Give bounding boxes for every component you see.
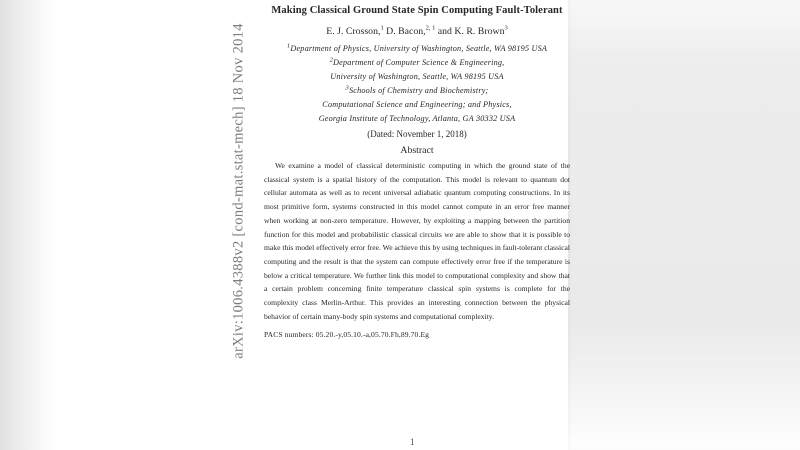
author-3-affil-mark: 3 bbox=[504, 24, 508, 32]
affiliation-text: University of Washington, Seattle, WA 98195 USA bbox=[330, 72, 504, 81]
affiliations-block bbox=[249, 42, 585, 126]
affiliation-text: Department of Computer Science & Engineering, bbox=[333, 58, 505, 67]
author-2-name: D. Bacon, bbox=[383, 26, 426, 37]
author-line bbox=[249, 26, 585, 38]
author-2 bbox=[384, 26, 436, 37]
affiliation-line bbox=[249, 112, 585, 126]
left-edge-shading bbox=[0, 0, 54, 450]
pacs-line: PACS numbers: 05.20.-y,05.10.-a,05.70.Fh,89.70.Eg bbox=[264, 330, 430, 340]
affiliation-line bbox=[249, 70, 585, 84]
author-1 bbox=[326, 26, 383, 37]
affiliation-line bbox=[249, 56, 585, 70]
viewer-background bbox=[568, 0, 800, 450]
affiliation-text: Computational Science and Engineering; and Physics, bbox=[322, 100, 512, 109]
abstract-text: We examine a model of classical deterministic computing in which the ground state of the classical system is a spatial history of the computation. This model is relevant to quantum dot cellular automata as well as to recent universal adiabatic quantum computing constructions. In its most primitive form, systems constructed in this model cannot compute in an error free manner when working at non-zero temperature. However, by exploiting a mapping between the partition function for this model and probabilistic classical circuits we are able to show that it is possible to make this model effectively error free. We achieve this by using techniques in fault-tolerant classical computing and the result is that the system can compute effectively error free if the temperature is below a critical temperature. We further link this model to computational complexity and show that a certain problem concerning finite temperature classical spin systems is complete for the complexity class Merlin-Arthur. This provides an interesting connection between the physical behavior of certain many-body spin systems and computational complexity. bbox=[264, 161, 570, 321]
arxiv-watermark: arXiv:1006.4388v2 [cond-mat.stat-mech] 18 Nov 2014 bbox=[230, 23, 247, 359]
affiliation-text: Schools of Chemistry and Biochemistry; bbox=[348, 86, 489, 95]
author-3-name: and K. R. Brown bbox=[435, 26, 505, 37]
affiliation-text: Department of Physics, University of Washington, Seattle, WA 98195 USA bbox=[290, 44, 548, 53]
affiliation-text: Georgia Institute of Technology, Atlanta, GA 30332 USA bbox=[318, 114, 516, 123]
author-1-name: E. J. Crosson, bbox=[326, 26, 381, 37]
affiliation-mark: 3 bbox=[345, 84, 349, 92]
affiliation-mark: 1 bbox=[286, 42, 291, 50]
abstract-heading: Abstract bbox=[400, 145, 434, 156]
affiliation-line bbox=[249, 98, 585, 112]
author-2-affil-mark: 2, 1 bbox=[425, 24, 436, 32]
author-3 bbox=[435, 26, 507, 37]
affiliation-line bbox=[249, 42, 585, 56]
author-1-affil-mark: 1 bbox=[380, 24, 384, 32]
paper-content bbox=[249, 0, 585, 339]
page-number: 1 bbox=[410, 437, 415, 447]
dated-line: (Dated: November 1, 2018) bbox=[367, 129, 467, 139]
affiliation-mark: 2 bbox=[329, 56, 334, 64]
paper-title: Making Classical Ground State Spin Computing Fault-Tolerant bbox=[271, 5, 563, 16]
affiliation-line bbox=[249, 84, 585, 98]
